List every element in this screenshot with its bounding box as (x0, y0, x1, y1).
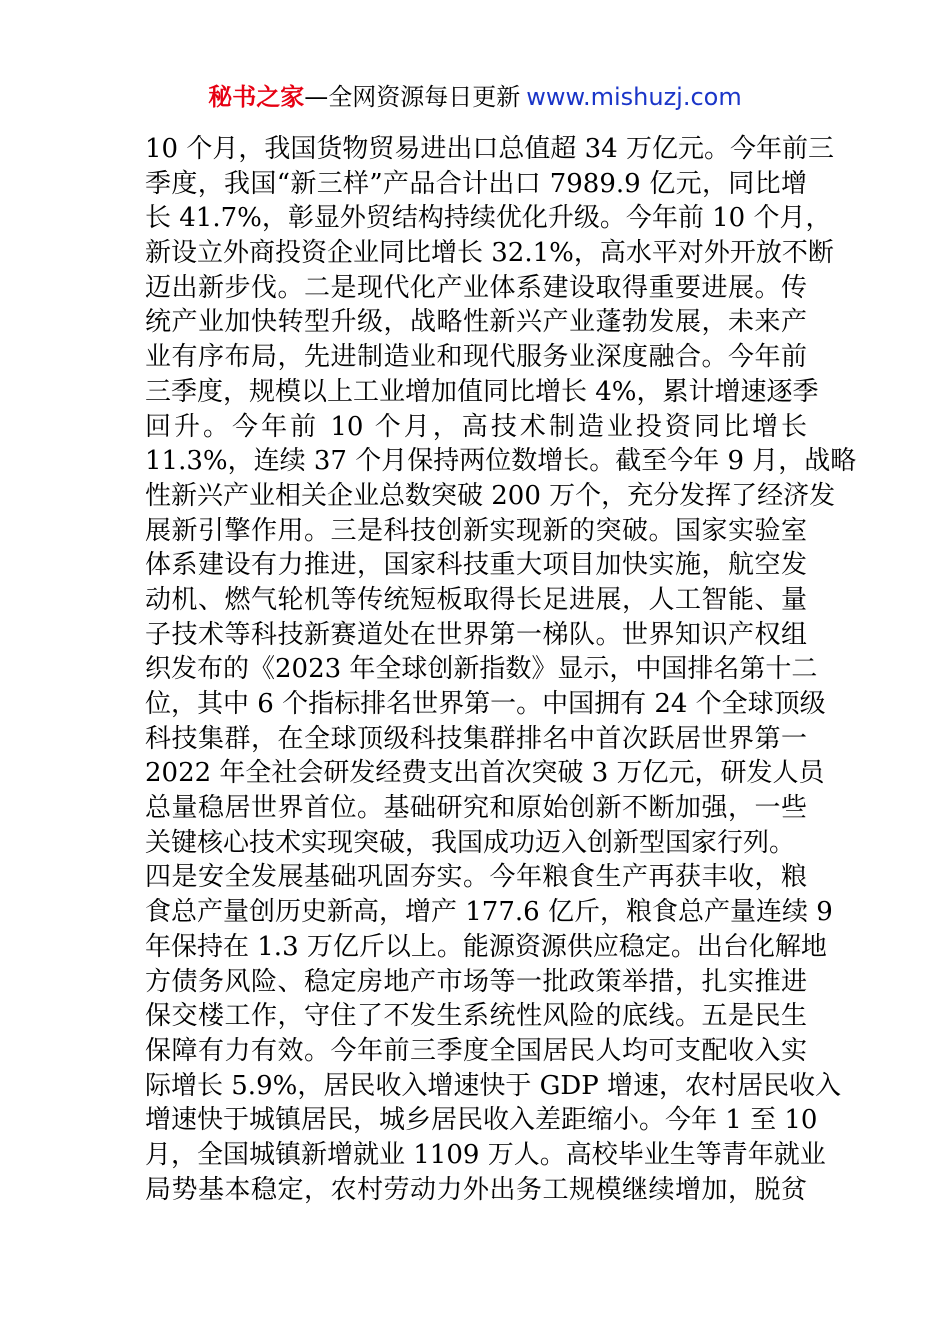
text-line: 食总产量创历史新高，增产 177.6 亿斤，粮食总产量连续 9 (145, 897, 833, 928)
text-line: 月，全国城镇新增就业 1109 万人。高校毕业生等青年就业 (145, 1139, 826, 1170)
document-body (145, 132, 857, 1207)
text-line: 10 个月，我国货物贸易进出口总值超 34 万亿元。今年前三 (145, 134, 834, 164)
text-line: 织发布的《2023 年全球创新指数》显示，中国排名第十二 (145, 654, 818, 685)
site-slogan: —全网资源每日更新 (304, 83, 521, 111)
text-line: 回升。今年前 10 个月，高技术制造业投资同比增长 (145, 411, 807, 442)
text-line: 统产业加快转型升级，战略性新兴产业蓬勃发展，未来产 (145, 307, 807, 338)
text-line: 年保持在 1.3 万亿斤以上。能源资源供应稳定。出台化解地 (145, 931, 827, 962)
site-brand: 秘书之家 (208, 83, 305, 111)
text-line: 际增长 5.9%，居民收入增速快于 GDP 增速，农村居民收入 (145, 1070, 841, 1101)
text-line: 展新引擎作用。三是科技创新实现新的突破。国家实验室 (145, 515, 807, 546)
text-line: 方债务风险、稳定房地产市场等一批政策举措，扎实推进 (145, 966, 807, 997)
text-line: 季度，我国“新三样”产品合计出口 7989.9 亿元，同比增 (145, 168, 807, 199)
text-line: 总量稳居世界首位。基础研究和原始创新不断加强，一些 (145, 793, 807, 824)
site-header (0, 80, 950, 114)
text-line: 长 41.7%，彰显外贸结构持续优化升级。今年前 10 个月， (145, 203, 832, 234)
site-url-link[interactable]: www.mishuzj.com (526, 83, 742, 111)
text-line: 位，其中 6 个指标排名世界第一。中国拥有 24 个全球顶级 (145, 689, 826, 719)
text-line: 11.3%，连续 37 个月保持两位数增长。截至今年 9 月，战略 (145, 446, 857, 477)
text-line: 迈出新步伐。二是现代化产业体系建设取得重要进展。传 (145, 272, 807, 303)
text-line: 性新兴产业相关企业总数突破 200 万个，充分发挥了经济发 (145, 480, 836, 511)
text-line: 关键核心技术实现突破，我国成功迈入创新型国家行列。 (145, 827, 796, 858)
text-line: 科技集群，在全球顶级科技集群排名中首次跃居世界第一 (145, 723, 807, 754)
text-line: 四是安全发展基础巩固夯实。今年粮食生产再获丰收，粮 (145, 862, 807, 893)
text-line: 2022 年全社会研发经费支出首次突破 3 万亿元，研发人员 (145, 758, 825, 789)
text-line: 新设立外商投资企业同比增长 32.1%，高水平对外开放不断 (145, 238, 834, 269)
text-line: 局势基本稳定，农村劳动力外出务工规模继续增加，脱贫 (145, 1174, 807, 1205)
text-line: 三季度，规模以上工业增加值同比增长 4%，累计增速逐季 (145, 376, 819, 407)
text-line: 子技术等科技新赛道处在世界第一梯队。世界知识产权组 (145, 619, 807, 650)
text-line: 体系建设有力推进，国家科技重大项目加快实施，航空发 (145, 550, 807, 581)
text-line: 增速快于城镇居民，城乡居民收入差距缩小。今年 1 至 10 (145, 1105, 818, 1136)
text-line: 业有序布局，先进制造业和现代服务业深度融合。今年前 (145, 342, 807, 373)
text-line: 保交楼工作，守住了不发生系统性风险的底线。五是民生 (145, 1001, 807, 1032)
text-line: 保障有力有效。今年前三季度全国居民人均可支配收入实 (145, 1035, 807, 1066)
text-line: 动机、燃气轮机等传统短板取得长足进展，人工智能、量 (145, 584, 807, 615)
